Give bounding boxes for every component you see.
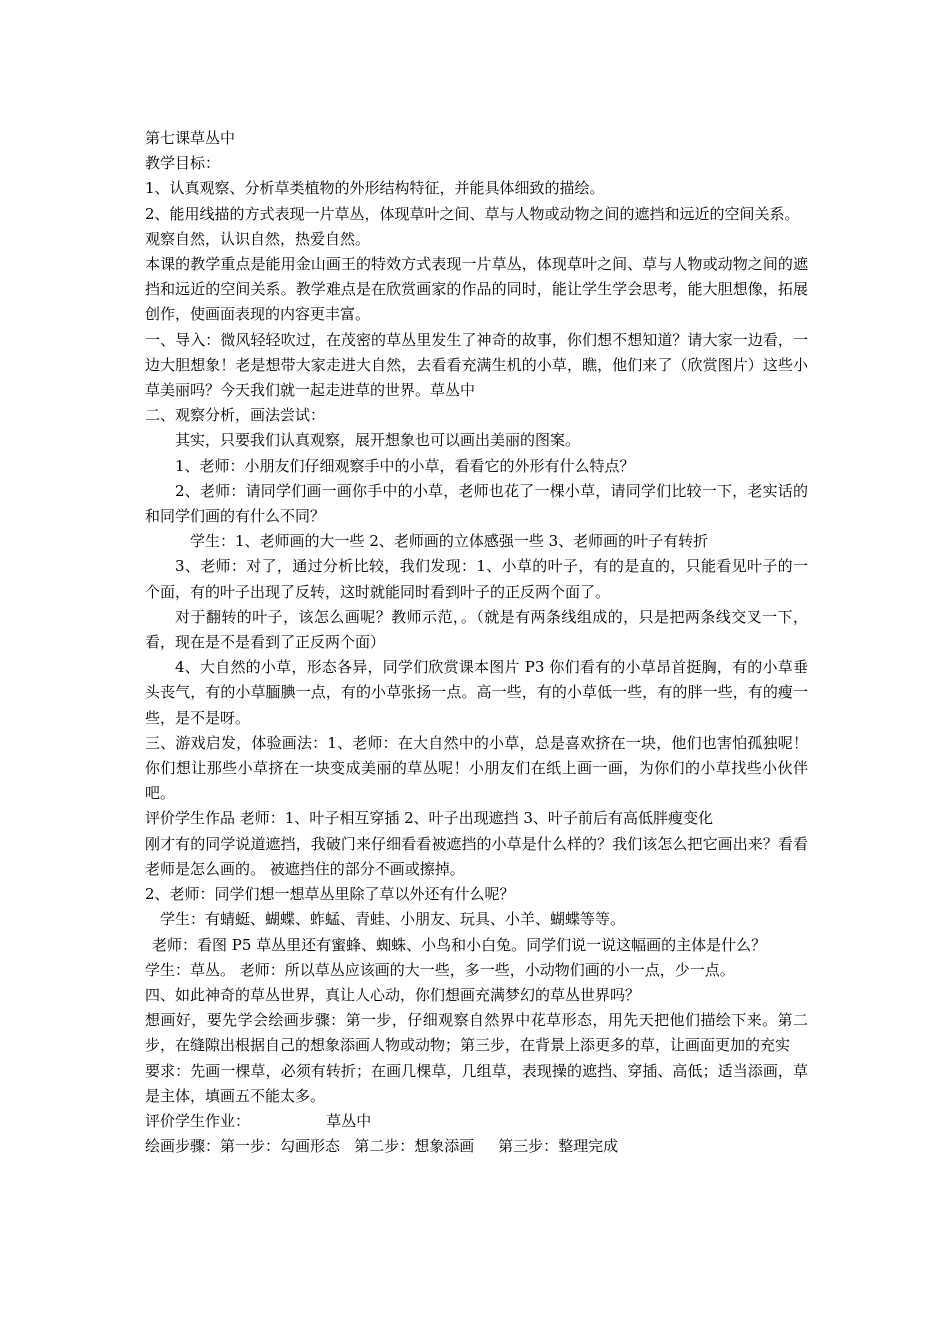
key-points-paragraph: 本课的教学重点是能用金山画王的特效方式表现一片草丛，体现草叶之间、草与人物或动物之间的遮挡和远近的空间关系。教学难点是在欣赏画家的作品的同时，能让学生学会思考，能大胆想像，拓展创作，使画面表现的内容更丰富。 [145, 255, 808, 324]
section-3-paragraph: 三、游戏启发，体验画法：1、老师：在大自然中的小草，总是喜欢挤在一块，他们也害怕孤独呢！你们想让那些小草挤在一块变成美丽的草丛呢！小朋友们在纸上画一画，为你们的小草找些小伙伴吧。 [145, 733, 808, 803]
section-2-heading: 二、观察分析，画法尝试： [145, 406, 326, 425]
teacher-question-2: 2、老师：同学们想一想草丛里除了草以外还有什么呢？ [145, 885, 515, 904]
student-answer-2: 学生：有蜻蜓、蝴蝶、蚱蜢、青蛙、小朋友、玩具、小羊、蝴蝶等等。 [160, 910, 626, 929]
student-answer-1: 学生：1、老师画的大一些 2、老师画的立体感强一些 3、老师画的叶子有转折 [190, 532, 709, 551]
occlusion-paragraph: 刚才有的同学说道遮挡，我破门来仔细看看被遮挡的小草是什么样的？我们该怎么把它画出来？看看老师是怎么画的。 被遮挡住的部分不画或擦掉。 [145, 834, 808, 878]
section-4-heading: 四、如此神奇的草丛世界，真让人心动，你们想画充满梦幻的草丛世界吗？ [145, 985, 641, 1004]
document-body [145, 126, 808, 1159]
goal-2: 2、能用线描的方式表现一片草丛，体现草叶之间、草与人物或动物之间的遮挡和远近的空间关系。 [145, 204, 800, 223]
drawing-steps-summary: 绘画步骤：第一步：勾画形态 第二步：想象添画 第三步：整理完成 [145, 1137, 619, 1156]
teacher-step-2: 2、老师：请同学们画一画你手中的小草，老师也花了一棵小草，请同学们比较一下，老实话的和同学们画的有什么不同？ [145, 481, 808, 526]
introduction-paragraph: 一、导入：微风轻轻吹过，在茂密的草丛里发生了神奇的故事，你们想不想知道？请大家一边看，一边大胆想象！老是想带大家走进大自然，去看看充满生机的小草，瞧，他们来了（欣赏图片）这些小草美丽吗？今天我们就一起走进草的世界。草丛中 [145, 330, 808, 400]
goal-3: 观察自然，认识自然，热爱自然。 [145, 229, 371, 248]
goal-1: 1、认真观察、分析草类植物的外形结构特征，并能具体细致的描绘。 [145, 179, 605, 198]
teacher-step-4: 4、大自然的小草，形态各异，同学们欣赏课本图片 P3 你们看有的小草昂首挺胸，有的小草垂头丧气，有的小草腼腆一点，有的小草张扬一点。高一些，有的小草低一些，有的胖一些，有的瘦一些，是不是呀。 [145, 658, 808, 727]
lesson-title: 第七课草丛中 [145, 129, 236, 147]
drawing-steps-paragraph: 想画好，要先学会绘画步骤：第一步，仔细观察自然界中花草形态，用先天把他们描绘下来。第二步，在缝隙出根据自己的想象添画人物或动物；第三步，在背景上添更多的草，让画面更加的充实 [145, 1011, 808, 1055]
observation-paragraph: 其实，只要我们认真观察，展开想象也可以画出美丽的图案。 [175, 431, 581, 450]
flipped-leaf-paragraph: 对于翻转的叶子，该怎么画呢？教师示范，。（就是有两条线组成的，只是把两条线交叉一下，看，现在是不是看到了正反两个面） [145, 607, 808, 652]
teacher-step-3: 3、老师：对了，通过分析比较，我们发现：1、小草的叶子，有的是直的，只能看见叶子的一个面，有的叶子出现了反转，这时就能同时看到叶子的正反两个面了。 [145, 557, 808, 601]
student-answer-3: 学生：草丛。 老师：所以草丛应该画的大一些，多一些，小动物们画的小一点，少一点。 [145, 960, 735, 979]
teacher-p5-line: 老师：看图 P5 草丛里还有蜜蜂、蜘蛛、小鸟和小白兔。同学们说一说这幅画的主体是什么？ [152, 935, 767, 954]
teaching-goals-heading: 教学目标： [145, 154, 221, 173]
evaluation-line: 评价学生作品 老师：1、叶子相互穿插 2、叶子出现遮挡 3、叶子前后有高低胖瘦变化 [145, 809, 713, 828]
teacher-step-1: 1、老师：小朋友们仔细观察手中的小草，看看它的外形有什么特点？ [175, 456, 635, 475]
requirements-paragraph: 要求：先画一棵草，必须有转折；在画几棵草，几组草，表现操的遮挡、穿插、高低；适当添画，草是主体，填画五不能太多。 [145, 1061, 808, 1105]
homework-evaluation-line: 评价学生作业： 草丛中 [145, 1111, 372, 1130]
